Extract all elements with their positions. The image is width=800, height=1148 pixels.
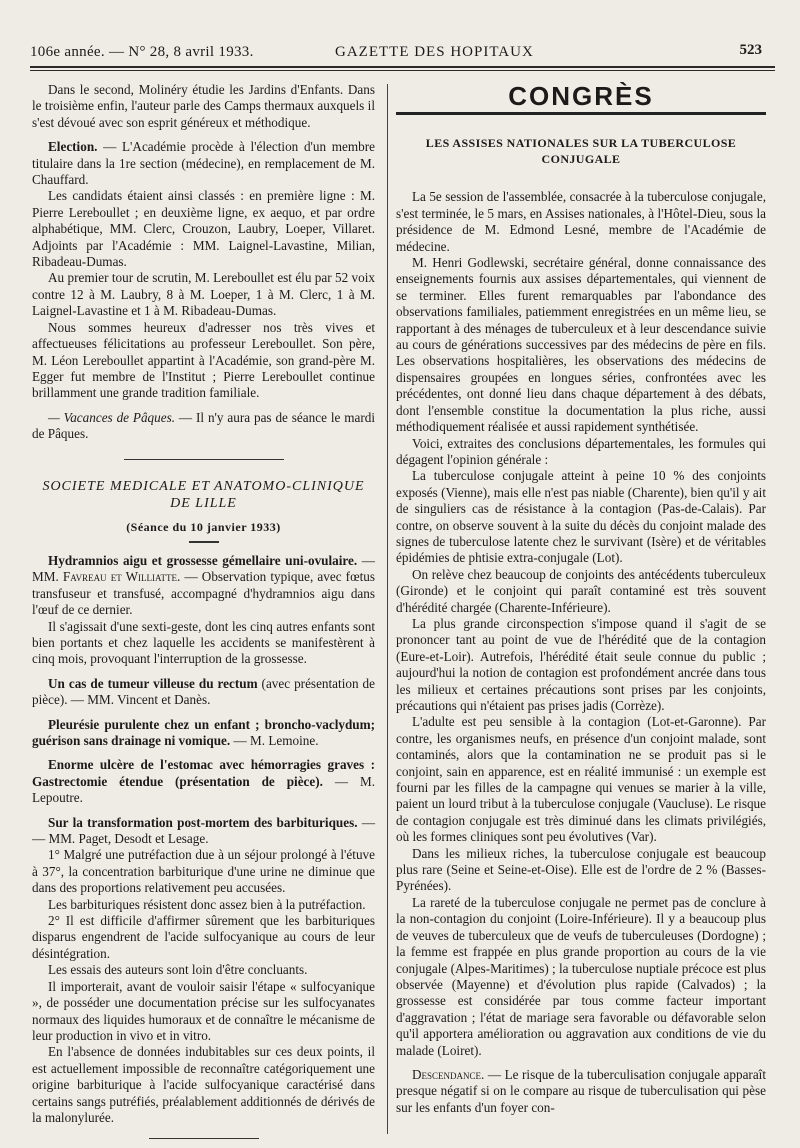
paragraph: Nous sommes heureux d'adresser nos très vives et affectueuses félicitations au professeur Lereboullet. Son père, M. Léon Lereboullet appartint à l'Académie, son grand-père M. Egger fut membre de l'Institut ; Pierre Lereboullet continue brillamment une grande tradition familiale. (32, 319, 375, 401)
society-title: SOCIETE MEDICALE ET ANATOMO-CLINIQUE DE LILLE (42, 478, 365, 511)
paragraph: Les candidats étaient ainsi classés : en première ligne : M. Pierre Lereboullet ; en deuxième ligne, ex aequo, et par ordre alphabétique, MM. Clerc, Crouzon, Laubry, Loeper, Villaret. Adjoints par l'Académie : MM. Laignel-Lavastine, Milian, Ribadeau-Dumas. (32, 188, 375, 270)
paragraph: Election. — L'Académie procède à l'élection d'un membre titulaire dans la 1re section (médecine), en remplacement de M. Chauffard. (32, 139, 375, 188)
header-rule-thin (30, 70, 775, 71)
left-column (32, 82, 375, 1139)
short-rule (189, 541, 219, 543)
paragraph: Voici, extraites des conclusions départementales, les formules qui dégagent l'opinion générale : (396, 435, 766, 467)
section-rule (396, 112, 766, 115)
section-heading: CONGRÈS (508, 81, 654, 111)
page-header (30, 40, 772, 66)
communication: Un cas de tumeur villeuse du rectum (avec présentation de pièce). — MM. Vincent et Danès. (32, 675, 375, 708)
paragraph: Dans le second, Molinéry étudie les Jardins d'Enfants. Dans le troisième enfin, l'auteur parle des Camps thermaux auxquels il s'est dévoué avec son esprit généreux et méthodique. (32, 82, 375, 130)
paragraph: Au premier tour de scrutin, M. Lereboullet est élu par 52 voix contre 12 à M. Laubry, 8 à M. Loeper, 1 à M. Clerc, 1 à M. Laignel-Lavastine et 1 à M. Ribadeau-Dumas. (32, 270, 375, 319)
communication: Sur la transformation post-mortem des barbituriques. — — MM. Paget, Desodt et Lesage. (32, 814, 376, 847)
paragraph: La plus grande circonspection s'impose quand il s'agit de se prononcer tant au point de vue de l'hérédité que de la contagion (Eure-et-Loir). Autrefois, l'hérédité était seule connue du public ; aujourd'hui la notion de contagion est profondément ancrée dans tous les milieux et certaines précautions sont prises par les conjoints, précautions qui n'étaient pas prises jadis (Corrèze). (396, 615, 766, 713)
header-rule (30, 66, 775, 68)
section-divider (124, 459, 284, 460)
journal-title: GAZETTE DES HOPITAUX (335, 44, 534, 60)
communication: Pleurésie purulente chez un enfant ; broncho-vaclydum; guérison sans drainage ni vomique. — M. Lemoine. (32, 716, 375, 748)
paragraph: 2° Il est difficile d'affirmer sûrement que les barbituriques disparus engendrent de l'acide sulfocyanique au cours de leur désintégration. (32, 913, 375, 961)
election-heading: Election. (48, 139, 98, 155)
paragraph: Dans les milieux riches, la tuberculose conjugale est beaucoup plus rare (Seine et Seine-et-Oise). Elle est de l'ordre de 2 % (Basses-Pyrénées). (396, 845, 766, 894)
paragraph: M. Henri Godlewski, secrétaire général, donne connaissance des enseignements fournis aux assises départementales, qui viennent de se terminer. Elles furent remarquables par l'abondance des observations familiales, patiemment enregistrées en un même lieu, se rapportant à des ménages de tuberculeux et à leur descendance suivie au cours de générations successives par des médecins de père en fils. Les observations hospitalières, les observations des médecins de dispensaires groupées en longues séries, confrontées avec les précédentes, ont donné lieu dans chaque département à des débats, dont l'ensemble constitue la documentation la plus riche, aussi méthodiquement réalisée et aussi rapidement synthétisée. (396, 255, 766, 435)
paragraph: La rareté de la tuberculose conjugale ne permet pas de conclure à la non-contagion du conjoint (Loire-Inférieure). Il y a beaucoup plus de veuves de tuberculeux que de veufs de tuberculeuses (Dordogne) ; la femme est frappée en plus grande proportion au cours de la vie conjugale (Alpes-Maritimes) ; la tuberculose nuptiale précoce est plus observée (Mayenne) et d'évolution plus rapide (Calvados) ; la grossesse est considérée par tous comme facteur important d'aggravation ; l'état de mariage sera favorable ou défavorable selon qu'il apportera amélioration ou aggravation aux conditions de vie du malade (Loiret). (396, 894, 766, 1058)
paragraph: La tuberculose conjugale atteint à peine 10 % des conjoints exposés (Vienne), mais elle n'est pas niable (Charente), bien qu'il y ait de singuliers cas de résistance à la contagion (Pas-de-Calais). Par contre, on observe souvent à la suite du décès du conjoint malade des signes de tuberculose latente chez le survivant (Isère) et de véritables épidémies de phtisie extra-conjugale (Lot). (396, 468, 766, 566)
communication: Hydramnios aigu et grossesse gémellaire uni-ovulaire. — MM. Favreau et Williatte. — Observation typique, avec fœtus transfuseur et transfusé, accompagné d'hydramnios aigu dans l'œuf de ce dernier. (32, 552, 375, 618)
column-divider (387, 84, 388, 1134)
paragraph: Il importerait, avant de vouloir saisir l'étape « sulfocyanique », de posséder une documentation précise sur les sulfocyanates normaux des liquides humoraux et de connaître le mécanisme de leur production in vivo et in vitro. (32, 978, 375, 1043)
paragraph: La 5e session de l'assemblée, consacrée à la tuberculose conjugale, s'est terminée, le 5 mars, en Assises nationales, à l'Hôtel-Dieu, sous la présidence de M. Edmond Lesné, membre de l'Académie de médecine. (396, 189, 766, 254)
paragraph: Les essais des auteurs sont loin d'être concluants. (48, 962, 308, 978)
descendance-heading: Descendance. (412, 1066, 485, 1082)
issue-info: 106e année. — N° 28, 8 avril 1933. (30, 44, 254, 60)
page-number: 523 (739, 42, 762, 58)
paragraph: Descendance. — Le risque de la tuberculisation conjugale apparaît presque négatif si on le compare au risque de tuberculisation qui pèse sur les enfants d'un foyer con- (396, 1066, 766, 1115)
right-column (396, 82, 766, 1116)
paragraph: On relève chez beaucoup de conjoints des antécédents tuberculeux (Gironde) et le conjoint qui paraît contaminé est très souvent d'hérédité chargée (Charente-Inférieure). (396, 566, 766, 615)
paragraph: Il s'agissait d'une sexti-geste, dont les cinq autres enfants sont bien portants et chez laquelle les accidents se manifestèrent à cinq mois, provoquant l'interruption de la grossesse. (32, 618, 375, 667)
paragraph: 1° Malgré une putréfaction due à un séjour prolongé à l'étuve à 37°, la concentration barbiturique d'une urine ne diminue que dans des proportions relativement peu accusées. (32, 847, 375, 896)
end-ornament (149, 1138, 259, 1139)
vacances-heading: — Vacances de Pâques. (48, 409, 176, 425)
communication: Enorme ulcère de l'estomac avec hémorragies graves : Gastrectomie étendue (présentation de pièce). — M. Lepoutre. (32, 757, 375, 806)
article-title: LES ASSISES NATIONALES SUR LA TUBERCULOSE CONJUGALE (425, 136, 737, 167)
paragraph: L'adulte est peu sensible à la contagion (Lot-et-Garonne). Par contre, les organismes neufs, en présence d'un conjoint malade, sont contaminés, alors que la contamination ne se produit pas si le conjoint, sain en apparence, est en réalité immunisé : un exemple est fourni par les filles de la campagne qui venues se marier à la ville, paient un lourd tribut à la tuberculose conjugale (Vaucluse). Le risque de contagion conjugale est très diminué dans les climats privilégiés, où les formes cliniques sont peu évolutives (Var). (396, 714, 766, 845)
paragraph: Les barbituriques résistent donc assez bien à la putréfaction. (48, 896, 366, 912)
paragraph: — Vacances de Pâques. — Il n'y aura pas de séance le mardi de Pâques. (32, 409, 375, 442)
paragraph: En l'absence de données indubitables sur ces deux points, il est actuellement impossible de reconnaître catégoriquement une origine barbiturique à l'acide sulfocyanique caractérisé dans certains sangs putréfiés, préalablement additionnés de dérivés de la malonylurée. (32, 1044, 375, 1125)
society-session: (Séance du 10 janvier 1933) (126, 519, 281, 534)
